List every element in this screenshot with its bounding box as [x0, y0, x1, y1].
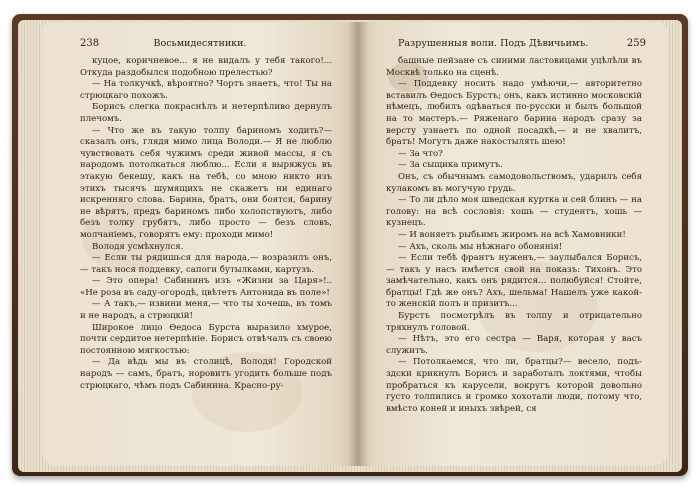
text-paragraph: — Это опера! Сабининъ изъ «Жизни за Царя»!.. «Не роза въ саду-огородѣ, цвѣтетъ Антонида въ поле»! [80, 276, 332, 298]
right-page-text [386, 56, 642, 415]
text-paragraph: — Нѣтъ, это его сестра — Варя, которая у васъ служитъ. [386, 334, 642, 356]
text-paragraph: Бурстъ посмотрѣлъ въ толпу и отрицательно тряхнулъ головой. [386, 311, 642, 333]
text-paragraph: Володя усмѣхнулся. [92, 241, 184, 252]
left-page-number: 238 [80, 38, 100, 49]
left-page-text [80, 56, 332, 392]
text-paragraph: — Потолкаемся, что ли, братцы?— весело, подъ-здски крикнулъ Борисъ и заработалъ локтями, чтобы пробраться къ карусели, вокругъ которой довольно густо толпились и громко хохотали люди, потому что, вмѣсто коней и иныхъ звѣрей, ся [386, 357, 642, 414]
text-paragraph: — Ахъ, сколь мы нѣжнаго обонянія! [398, 241, 563, 252]
left-running-head: Восьмидесятники. [153, 38, 247, 49]
text-paragraph: — Да вѣдь мы въ столицѣ, Володя! Городской народъ — самъ, братъ, норовитъ угодить больше подъ стрюцкаго, чѣмъ подъ Сабинина. Красно-ру- [80, 357, 332, 391]
text-paragraph: Борисъ слегка покраснѣлъ и нетерпѣливо дернулъ плечомъ. [80, 102, 332, 124]
right-running-head: Разрушенныя воли. Подъ Дѣвичьимъ. [398, 38, 589, 49]
book-gutter [348, 22, 368, 466]
text-paragraph: — Что же въ такую толпу бариномъ ходить?— сказалъ онъ, глядя мимо лица Володи.— Я не люблю чувствовать себя чужимъ среди живой массы, я съ народомъ потолкаться люблю... Если я выряжусь въ этакую бекешу, какъ на тебѣ, со мною никто изъ этихъ тысячъ шумящихъ не скажетъ ни единаго искренняго слова. Барина, братъ, они боятся, барину не вѣрятъ, предъ бариномъ либо холопствуютъ, либо безъ толку грубятъ, либо просто — безъ словъ, молчаніемъ, говорятъ ему: проходи мимо! [80, 125, 332, 240]
text-paragraph: — За что? [398, 148, 443, 159]
text-paragraph: башные пейзане съ синими ластовицами уцѣлѣли въ Москвѣ только на сценѣ. [386, 56, 642, 78]
text-paragraph: — То ли дѣло моя шведская куртка и сей блинъ — на голову: на всѣ сословія: хошь — студентъ, хошь — кузнецъ. [386, 195, 642, 229]
text-paragraph: — На толкучкѣ, вѣроятно? Чортъ знаетъ, что! Ты на стрюцкаго похожъ. [80, 79, 332, 101]
left-page [42, 22, 358, 466]
text-paragraph: — А такъ,— извини меня,— что ты хочешь, въ томъ и не народъ, а стрюцкій! [80, 299, 332, 322]
text-paragraph: — И воняетъ рыбьимъ жиромъ на всѣ Хамовники! [398, 229, 626, 240]
text-paragraph: — Если тебѣ франтъ нуженъ,— заулыбался Борисъ,— такъ у насъ имѣется свой на показъ: Тихонъ. Это замѣчательно, какъ онъ рядится... полюбуйся! Стойте, братцы! Гдѣ же онъ? Ахъ, шельма! Нашелъ уже какой-то женскій полъ и призитъ... [386, 253, 642, 310]
text-paragraph: — Поддевку носить надо умѣючи,— авторитетно вставилъ Ѳедосъ Бурстъ; онъ, какъ истинно московскій нѣмецъ, любилъ одѣваться по-русски и былъ большой на то мастеръ.— Ряженаго барина народъ сразу за версту узнаетъ по одной посадкѣ,— и не хвалитъ, братъ! Могутъ даже накостылять шею! [386, 79, 642, 148]
right-page-number: 259 [626, 38, 646, 49]
text-paragraph: — За сыщика примутъ. [398, 160, 503, 171]
open-book [12, 14, 688, 476]
text-paragraph: Широкое лицо Ѳедоса Бурста выразило хмурое, почти сердитое нетерпѣніе. Борисъ отвѣчалъ съ своею постоянною мягкостью: [80, 322, 332, 356]
right-page [358, 22, 668, 466]
text-paragraph: — Если ты рядишься для народа,— возразилъ онъ,— такъ нося поддевку, сапоги бутылками, картузъ. [80, 253, 332, 275]
text-paragraph: Онъ, съ обычнымъ самодовольствомъ, ударилъ себя кулакомъ въ могучую грудь. [386, 171, 642, 194]
text-paragraph: куцое, коричневое... я не видалъ у тебя такого!... Откуда раздобылся подобною прелестью? [80, 56, 332, 78]
